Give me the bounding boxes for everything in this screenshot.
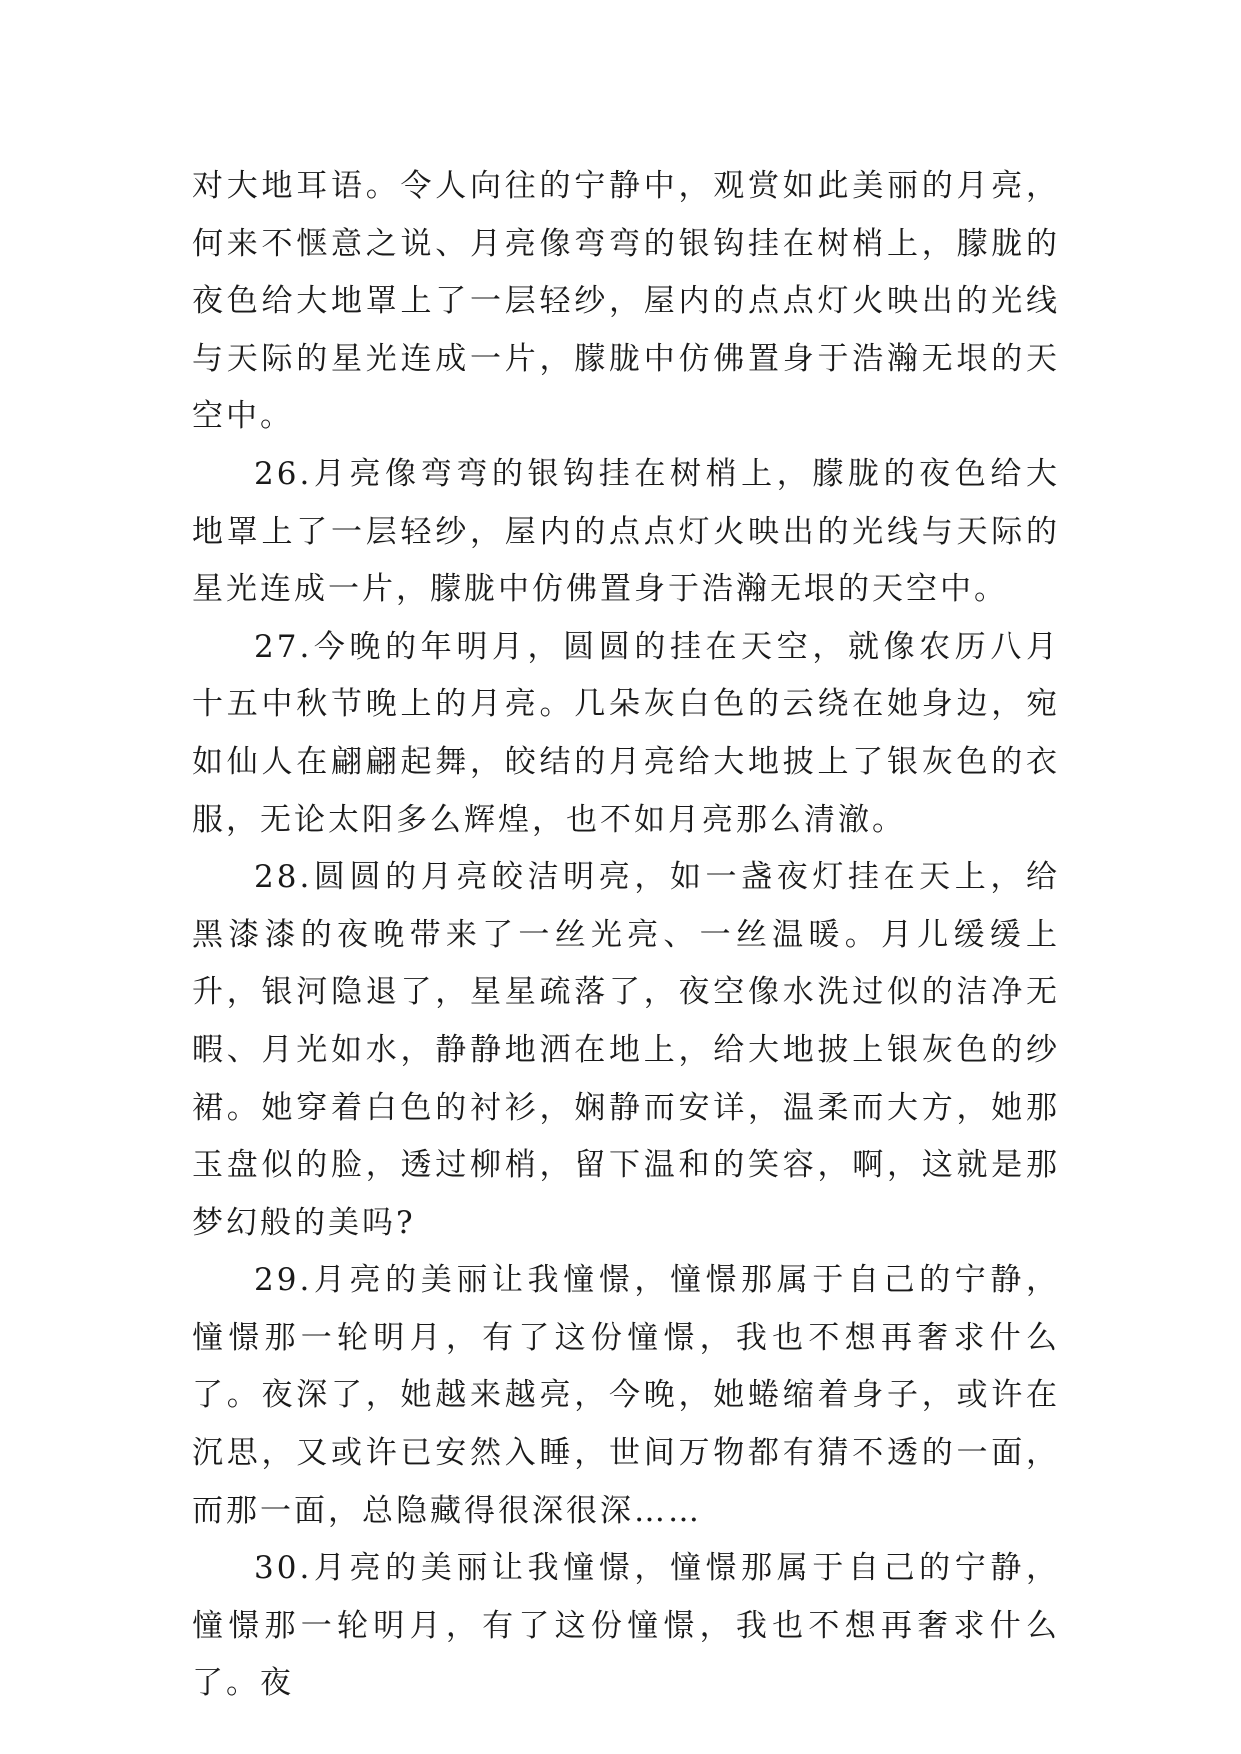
paragraph-29: 29.月亮的美丽让我憧憬，憧憬那属于自己的宁静，憧憬那一轮明月，有了这份憧憬，我也不想再奢求什么了。夜深了，她越来越亮，今晚，她蜷缩着身子，或许在沉思，又或许已安然入睡，世间万物都有猜不透的一面，而那一面，总隐藏得很深很深…… bbox=[192, 1262, 1060, 1529]
paragraph-30: 30.月亮的美丽让我憧憬，憧憬那属于自己的宁静，憧憬那一轮明月，有了这份憧憬，我也不想再奢求什么了。夜 bbox=[192, 1550, 1060, 1702]
paragraph-28: 28.圆圆的月亮皎洁明亮，如一盏夜灯挂在天上，给黑漆漆的夜晚带来了一丝光亮、一丝温暖。月儿缓缓上升，银河隐退了，星星疏落了，夜空像水洗过似的洁净无暇、月光如水，静静地洒在地上，给大地披上银灰色的纱裙。她穿着白色的衬衫，娴静而安详，温柔而大方，她那玉盘似的脸，透过柳梢，留下温和的笑容，啊，这就是那梦幻般的美吗? bbox=[192, 859, 1060, 1241]
paragraph-26: 26.月亮像弯弯的银钩挂在树梢上，朦胧的夜色给大地罩上了一层轻纱，屋内的点点灯火映出的光线与天际的星光连成一片，朦胧中仿佛置身于浩瀚无垠的天空中。 bbox=[192, 455, 1060, 608]
body-text bbox=[192, 158, 1060, 1713]
paragraph-27: 27.今晚的年明月，圆圆的挂在天空，就像农历八月十五中秋节晚上的月亮。几朵灰白色的云绕在她身边，宛如仙人在翩翩起舞，皎结的月亮给大地披上了银灰色的衣服，无论太阳多么辉煌，也不如月亮那么清澈。 bbox=[192, 628, 1060, 838]
paragraph-continuation: 对大地耳语。令人向往的宁静中，观赏如此美丽的月亮，何来不惬意之说、月亮像弯弯的银钩挂在树梢上，朦胧的夜色给大地罩上了一层轻纱，屋内的点点灯火映出的光线与天际的星光连成一片，朦胧中仿佛置身于浩瀚无垠的天空中。 bbox=[192, 168, 1060, 435]
